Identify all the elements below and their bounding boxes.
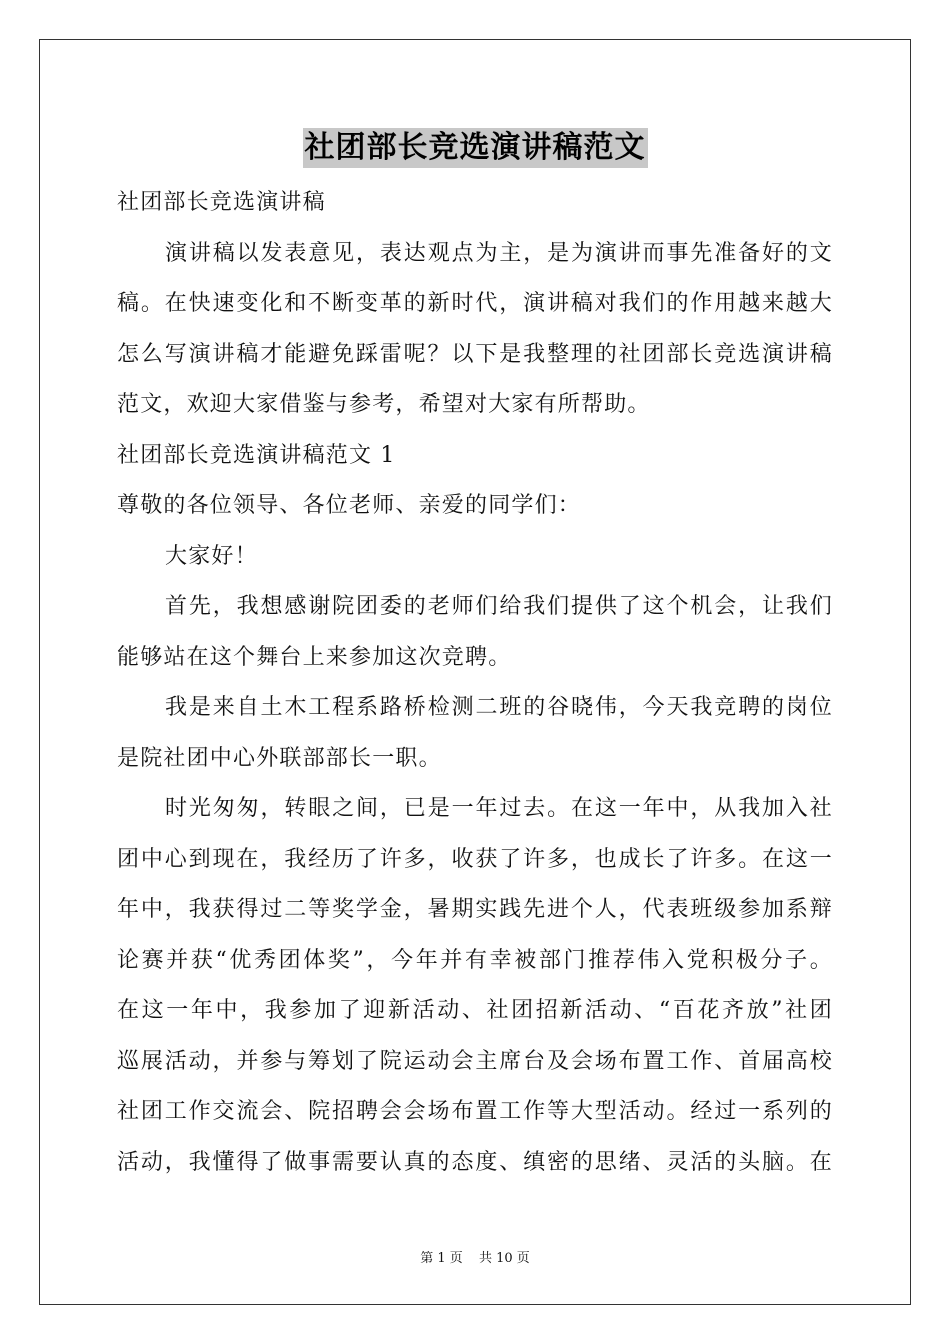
page-number: 第 1 页 [420, 1251, 463, 1266]
paragraph-line: 年中，我获得过二等奖学金，暑期实践先进个人，代表班级参加系辩 [117, 897, 833, 922]
section-heading: 社团部长竞选演讲稿范文 1 [117, 442, 396, 468]
paragraph-line: 演讲稿以发表意见，表达观点为主，是为演讲而事先准备好的文 [165, 240, 833, 266]
paragraph-line: 能够站在这个舞台上来参加这次竞聘。 [117, 644, 512, 670]
paragraph-line: 巡展活动，并参与筹划了院运动会主席台及会场布置工作、首届高校 [117, 1048, 833, 1074]
paragraph-line: 是院社团中心外联部部长一职。 [117, 745, 442, 771]
paragraph-line: 社团工作交流会、院招聘会会场布置工作等大型活动。经过一系列的 [117, 1099, 833, 1124]
paragraph-line: 时光匆匆，转眼之间，已是一年过去。在这一年中，从我加入社 [165, 796, 833, 821]
paragraph-line: 论赛并获“优秀团体奖”，今年并有幸被部门推荐伟入党积极分子。 [117, 947, 833, 973]
document-title: 社团部长竞选演讲稿范文 [303, 128, 648, 168]
paragraph-line: 怎么写演讲稿才能避免踩雷呢？以下是我整理的社团部长竞选演讲稿 [117, 341, 833, 367]
subtitle-line: 社团部长竞选演讲稿 [117, 190, 326, 215]
greeting-line: 大家好！ [165, 543, 258, 569]
paragraph-line: 我是来自土木工程系路桥检测二班的谷晓伟，今天我竞聘的岗位 [165, 695, 833, 720]
salutation-line: 尊敬的各位领导、各位老师、亲爱的同学们： [117, 493, 582, 518]
page-total: 共 10 页 [478, 1251, 530, 1266]
document-body [117, 178, 833, 1188]
paragraph-line: 在这一年中，我参加了迎新活动、社团招新活动、“百花齐放”社团 [117, 998, 833, 1023]
paragraph-line: 首先，我想感谢院团委的老师们给我们提供了这个机会，让我们 [165, 594, 833, 619]
paragraph-line: 活动，我懂得了做事需要认真的态度、缜密的思绪、灵活的头脑。在 [117, 1149, 833, 1175]
paragraph-line: 范文，欢迎大家借鉴与参考，希望对大家有所帮助。 [117, 392, 651, 417]
page-footer [0, 1247, 950, 1266]
title-container [0, 128, 950, 168]
paragraph-line: 团中心到现在，我经历了许多，收获了许多，也成长了许多。在这一 [117, 846, 833, 872]
paragraph-line: 稿。在快速变化和不断变革的新时代，演讲稿对我们的作用越来越大 [117, 291, 833, 316]
